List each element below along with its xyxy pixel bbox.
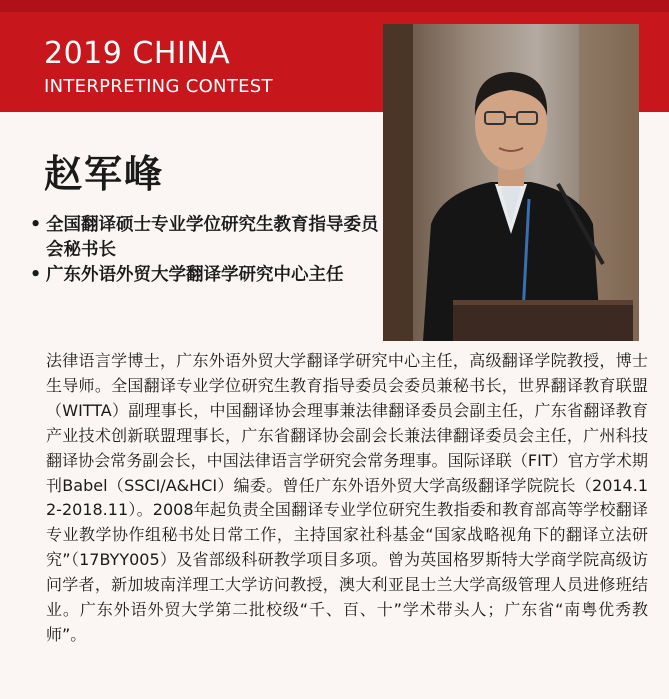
title-text: 广东外语外贸大学翻译学研究中心主任 [46,265,344,285]
title-item [30,263,380,288]
title-item [30,213,380,263]
bullet-icon: • [30,265,42,285]
speaker-name: 赵军峰 [44,152,165,196]
contest-name: INTERPRETING CONTEST [44,76,273,97]
speaker-photo [383,24,639,341]
contest-year: 2019 CHINA [44,36,231,71]
speaker-bio: 法律语言学博士，广东外语外贸大学翻译学研究中心主任，高级翻译学院教授，博士生导师。全国翻译专业学位研究生教育指导委员会委员兼秘书长，世界翻译教育联盟（WITTA）副理事长，中国翻译协会理事兼法律翻译委员会副主任，广东省翻译教育产业技术创新联盟理事长，广东省翻译协会副会长兼法律翻译委员会主任，广州科技翻译协会常务副会长，中国法律语言学研究会常务理事。国际译联（FIT）官方学术期刊Babel（SSCI/A&HCI）编委。曾任广东外语外贸大学高级翻译学院院长（2014.12-2018.11）。2008年起负责全国翻译专业学位研究生教指委和教育部高等学校翻译专业教学协作组秘书处日常工作，主持国家社科基金“国家战略视角下的翻译立法研究”（17BYY005）及省部级科研教学项目多项。曾为英国格罗斯特大学商学院高级访问学者，新加坡南洋理工大学访问教授，澳大利亚昆士兰大学高级管理人员进修班结业。广东外语外贸大学第二批校级“千、百、十”学术带头人；广东省“南粤优秀教师”。 [46,351,648,644]
title-list [30,213,380,288]
bullet-icon: • [30,215,42,235]
header-banner-stripe [0,0,669,12]
title-text: 全国翻译硕士专业学位研究生教育指导委员会秘书长 [46,215,379,260]
